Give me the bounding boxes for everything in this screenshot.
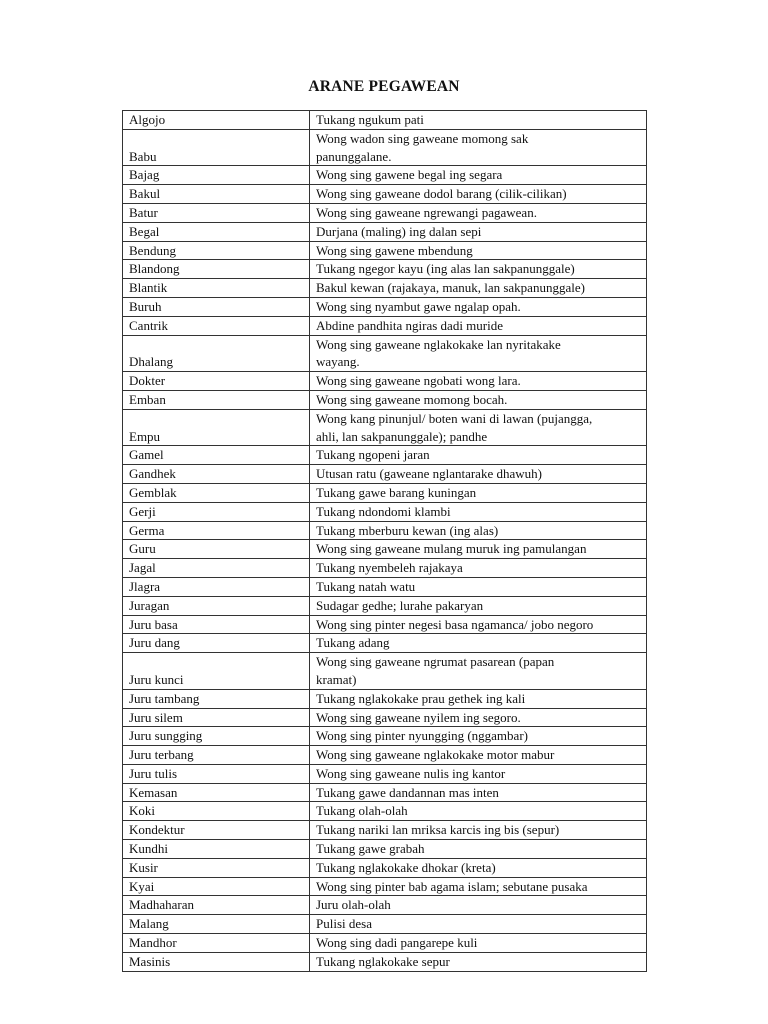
term-cell: Mandhor bbox=[123, 934, 310, 953]
table-row bbox=[123, 241, 647, 260]
description-line: Wong sing gaweane nglakokake motor mabur bbox=[316, 747, 555, 763]
description-line: Wong sing gaweane nyilem ing segoro. bbox=[316, 709, 521, 725]
table-row bbox=[123, 727, 647, 746]
table-row bbox=[123, 203, 647, 222]
table-row bbox=[123, 279, 647, 298]
table-row bbox=[123, 316, 647, 335]
description-cell bbox=[310, 708, 647, 727]
description-line: Sudagar gedhe; lurahe pakaryan bbox=[316, 597, 484, 613]
description-line: Utusan ratu (gaweane nglantarake dhawuh) bbox=[316, 466, 542, 482]
table-row bbox=[123, 783, 647, 802]
description-line: Wong sing gawene begal ing segara bbox=[316, 167, 503, 183]
table-row bbox=[123, 446, 647, 465]
description-line: Wong sing gaweane ngrumat pasarean (papan bbox=[316, 654, 555, 670]
description-line: Wong sing gaweane dodol barang (cilik-cilikan) bbox=[316, 186, 567, 202]
table-row bbox=[123, 129, 647, 166]
description-line: Wong sing gaweane mulang muruk ing pamulangan bbox=[316, 541, 587, 557]
term-cell: Gemblak bbox=[123, 483, 310, 502]
description-cell bbox=[310, 802, 647, 821]
term-cell: Empu bbox=[123, 409, 310, 446]
description-line: Wong sing gaweane momong bocah. bbox=[316, 391, 508, 407]
description-line: panunggalane. bbox=[316, 148, 392, 164]
term-cell: Kyai bbox=[123, 877, 310, 896]
description-cell bbox=[310, 877, 647, 896]
description-line: Wong sing gaweane ngobati wong lara. bbox=[316, 373, 521, 389]
table-row bbox=[123, 596, 647, 615]
term-cell: Emban bbox=[123, 390, 310, 409]
table-row bbox=[123, 465, 647, 484]
description-line: Tukang gawe dandannan mas inten bbox=[316, 784, 499, 800]
table-row bbox=[123, 840, 647, 859]
table-row bbox=[123, 915, 647, 934]
table-row bbox=[123, 896, 647, 915]
description-line: Wong sing pinter negesi basa ngamanca/ jobo negoro bbox=[316, 616, 594, 632]
term-cell: Batur bbox=[123, 203, 310, 222]
description-line: Wong sing pinter nyungging (nggambar) bbox=[316, 728, 528, 744]
table-row bbox=[123, 934, 647, 953]
description-line: Tukang nyembeleh rajakaya bbox=[316, 560, 463, 576]
term-cell: Blandong bbox=[123, 260, 310, 279]
term-cell: Juru kunci bbox=[123, 653, 310, 690]
term-cell: Masinis bbox=[123, 952, 310, 971]
table-row bbox=[123, 577, 647, 596]
table-row bbox=[123, 615, 647, 634]
table-row bbox=[123, 390, 647, 409]
table-row bbox=[123, 335, 647, 372]
term-cell: Germa bbox=[123, 521, 310, 540]
table-row bbox=[123, 166, 647, 185]
professions-table bbox=[122, 110, 647, 972]
table-row bbox=[123, 372, 647, 391]
description-line: Tukang adang bbox=[316, 635, 390, 651]
description-cell bbox=[310, 502, 647, 521]
term-cell: Juru sungging bbox=[123, 727, 310, 746]
table-row bbox=[123, 746, 647, 765]
description-cell bbox=[310, 203, 647, 222]
table-row bbox=[123, 858, 647, 877]
description-line: Wong sing gawene mbendung bbox=[316, 242, 473, 258]
table-row bbox=[123, 260, 647, 279]
description-cell bbox=[310, 634, 647, 653]
description-line: Tukang gawe grabah bbox=[316, 841, 425, 857]
term-cell: Blantik bbox=[123, 279, 310, 298]
table-row bbox=[123, 764, 647, 783]
description-cell bbox=[310, 446, 647, 465]
description-line: Tukang nglakokake sepur bbox=[316, 953, 450, 969]
description-line: Wong sing dadi pangarepe kuli bbox=[316, 935, 478, 951]
term-cell: Bendung bbox=[123, 241, 310, 260]
description-line: Tukang ngukum pati bbox=[316, 112, 424, 127]
term-cell: Juru dang bbox=[123, 634, 310, 653]
table-body bbox=[123, 111, 647, 972]
description-line: Tukang nariki lan mriksa karcis ing bis (sepur) bbox=[316, 822, 560, 838]
description-cell bbox=[310, 166, 647, 185]
description-line: Tukang ngegor kayu (ing alas lan sakpanunggale) bbox=[316, 261, 575, 277]
description-cell bbox=[310, 185, 647, 204]
description-line: Tukang mberburu kewan (ing alas) bbox=[316, 522, 499, 538]
description-cell bbox=[310, 577, 647, 596]
description-line: Bakul kewan (rajakaya, manuk, lan sakpanunggale) bbox=[316, 280, 585, 296]
description-line: Tukang natah watu bbox=[316, 578, 416, 594]
table-row bbox=[123, 559, 647, 578]
table-row bbox=[123, 821, 647, 840]
description-cell bbox=[310, 279, 647, 298]
table-row bbox=[123, 877, 647, 896]
description-line: Wong kang pinunjul/ boten wani di lawan (pujangga, bbox=[316, 410, 593, 426]
term-cell: Dhalang bbox=[123, 335, 310, 372]
description-cell bbox=[310, 915, 647, 934]
table-row bbox=[123, 502, 647, 521]
term-cell: Juru terbang bbox=[123, 746, 310, 765]
term-cell: Cantrik bbox=[123, 316, 310, 335]
term-cell: Guru bbox=[123, 540, 310, 559]
description-cell bbox=[310, 653, 647, 690]
description-cell bbox=[310, 821, 647, 840]
table-row bbox=[123, 952, 647, 971]
description-line: Tukang nglakokake prau gethek ing kali bbox=[316, 690, 526, 706]
term-cell: Koki bbox=[123, 802, 310, 821]
term-cell: Babu bbox=[123, 129, 310, 166]
description-line: Tukang olah-olah bbox=[316, 803, 408, 819]
description-line: kramat) bbox=[316, 671, 357, 687]
term-cell: Gamel bbox=[123, 446, 310, 465]
description-line: Durjana (maling) ing dalan sepi bbox=[316, 223, 482, 239]
description-line: Wong sing gaweane nulis ing kantor bbox=[316, 765, 506, 781]
term-cell: Algojo bbox=[123, 111, 310, 130]
description-line: Juru olah-olah bbox=[316, 897, 391, 913]
table-row bbox=[123, 185, 647, 204]
description-cell bbox=[310, 840, 647, 859]
description-cell bbox=[310, 297, 647, 316]
description-line: Pulisi desa bbox=[316, 916, 372, 932]
term-cell: Madhaharan bbox=[123, 896, 310, 915]
table-row bbox=[123, 540, 647, 559]
description-line: Tukang ngopeni jaran bbox=[316, 447, 430, 463]
description-cell bbox=[310, 689, 647, 708]
table-row bbox=[123, 297, 647, 316]
term-cell: Jagal bbox=[123, 559, 310, 578]
term-cell: Juragan bbox=[123, 596, 310, 615]
description-cell bbox=[310, 746, 647, 765]
description-cell bbox=[310, 934, 647, 953]
term-cell: Malang bbox=[123, 915, 310, 934]
table-row bbox=[123, 409, 647, 446]
term-cell: Kemasan bbox=[123, 783, 310, 802]
page-title: ARANE PEGAWEAN bbox=[308, 78, 460, 95]
term-cell: Dokter bbox=[123, 372, 310, 391]
description-line: Wong sing nyambut gawe ngalap opah. bbox=[316, 298, 521, 314]
term-cell: Jlagra bbox=[123, 577, 310, 596]
description-cell bbox=[310, 222, 647, 241]
description-line: Tukang ndondomi klambi bbox=[316, 503, 451, 519]
term-cell: Bajag bbox=[123, 166, 310, 185]
description-line: Wong sing gaweane ngrewangi pagawean. bbox=[316, 204, 537, 220]
term-cell: Kusir bbox=[123, 858, 310, 877]
description-cell bbox=[310, 316, 647, 335]
description-cell bbox=[310, 409, 647, 446]
table-row bbox=[123, 483, 647, 502]
description-cell bbox=[310, 896, 647, 915]
description-cell bbox=[310, 372, 647, 391]
term-cell: Begal bbox=[123, 222, 310, 241]
description-line: ahli, lan sakpanunggale); pandhe bbox=[316, 428, 488, 444]
table-row bbox=[123, 222, 647, 241]
description-cell bbox=[310, 540, 647, 559]
term-cell: Kondektur bbox=[123, 821, 310, 840]
table-row bbox=[123, 634, 647, 653]
description-cell bbox=[310, 390, 647, 409]
description-line: wayang. bbox=[316, 354, 360, 370]
description-line: Wong sing pinter bab agama islam; sebutane pusaka bbox=[316, 878, 588, 894]
description-line: Tukang nglakokake dhokar (kreta) bbox=[316, 859, 496, 875]
description-cell bbox=[310, 111, 647, 130]
description-cell bbox=[310, 260, 647, 279]
table-row bbox=[123, 708, 647, 727]
term-cell: Gerji bbox=[123, 502, 310, 521]
description-cell bbox=[310, 483, 647, 502]
description-cell bbox=[310, 521, 647, 540]
description-cell bbox=[310, 465, 647, 484]
description-line: Tukang gawe barang kuningan bbox=[316, 484, 477, 500]
description-cell bbox=[310, 764, 647, 783]
table-row bbox=[123, 689, 647, 708]
table-row bbox=[123, 802, 647, 821]
description-line: Wong sing gaweane nglakokake lan nyritakake bbox=[316, 336, 561, 352]
term-cell: Juru silem bbox=[123, 708, 310, 727]
term-cell: Juru tulis bbox=[123, 764, 310, 783]
description-line: Wong wadon sing gaweane momong sak bbox=[316, 130, 529, 146]
term-cell: Juru basa bbox=[123, 615, 310, 634]
description-cell bbox=[310, 559, 647, 578]
description-line: Abdine pandhita ngiras dadi muride bbox=[316, 317, 504, 333]
description-cell bbox=[310, 335, 647, 372]
description-cell bbox=[310, 241, 647, 260]
table-row bbox=[123, 521, 647, 540]
description-cell bbox=[310, 783, 647, 802]
term-cell: Gandhek bbox=[123, 465, 310, 484]
table-row bbox=[123, 653, 647, 690]
description-cell bbox=[310, 952, 647, 971]
table-row bbox=[123, 111, 647, 130]
description-cell bbox=[310, 596, 647, 615]
term-cell: Bakul bbox=[123, 185, 310, 204]
description-cell bbox=[310, 615, 647, 634]
description-cell bbox=[310, 727, 647, 746]
term-cell: Buruh bbox=[123, 297, 310, 316]
description-cell bbox=[310, 129, 647, 166]
description-cell bbox=[310, 858, 647, 877]
term-cell: Kundhi bbox=[123, 840, 310, 859]
term-cell: Juru tambang bbox=[123, 689, 310, 708]
